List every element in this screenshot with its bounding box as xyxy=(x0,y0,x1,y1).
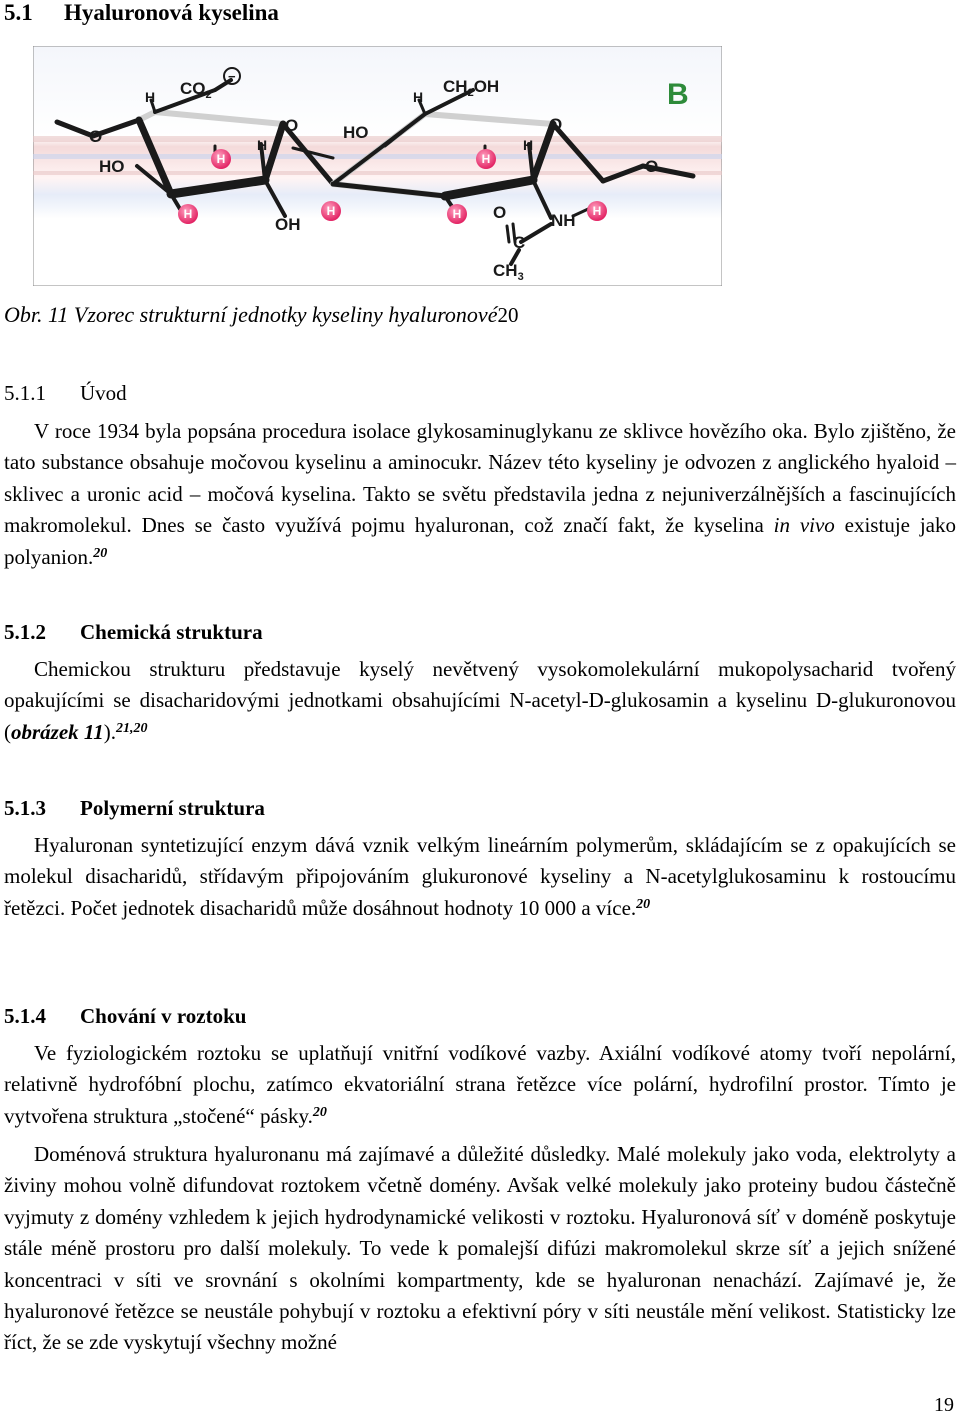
o-label: O xyxy=(285,116,299,135)
section-number: 5.1.1 xyxy=(4,381,46,405)
citation-ref: 20 xyxy=(636,896,651,912)
ch3-label: $CH_3$ xyxy=(493,261,524,283)
section-heading xyxy=(4,1004,246,1029)
o-label: O xyxy=(549,115,563,134)
section-title: Chování v roztoku xyxy=(80,1004,247,1028)
paragraph: Ve fyziologickém roztoku se uplatňují vnitřní vodíkové vazby. Axiální vodíkové atomy tvoří nepolární, relativně hydrofóbní plochu, zatímco ekvatoriální strana řetězce více polární, hydrofilní prostor. Tímto je vytvořena struktura „stočené“ pásky.$^{20}$ xyxy=(4,1041,956,1128)
figure-caption xyxy=(4,302,518,328)
section-title: Chemická struktura xyxy=(80,620,263,644)
caption-ref: 20 xyxy=(497,303,519,327)
ch2oh-label: $CH_2OH$ xyxy=(443,77,500,99)
h-bubble-label: H xyxy=(481,152,491,166)
section-heading xyxy=(4,381,127,406)
o-label: O xyxy=(645,157,659,176)
caption-text: Vzorec strukturní jednotky kyseliny hyaluronové xyxy=(73,302,498,327)
section-number: 5.1.2 xyxy=(4,620,46,644)
section-title: Polymerní struktura xyxy=(80,796,265,820)
structure-figure xyxy=(33,46,722,286)
h-bubble-label: H xyxy=(216,152,226,166)
co2-label: $CO_2$ xyxy=(180,79,212,101)
chapter-title: Hyaluronová kyselina xyxy=(64,0,279,25)
h-bubble-label: H xyxy=(452,207,462,221)
paragraph: V roce 1934 byla popsána procedura isolace glykosaminuglykanu ze sklivce hovězího oka. Bylo zjištěno, že tato substance obsahuje močovou kyselinu a aminocukr. Název této kyseliny je odvozen z anglického hyaloid – sklivec a uronic acid – močová kyselina. Takto se světu představila jedna z nejuniverzálnějších a fascinujících makromolekul. Dnes se často využívá pojmu hyaluronan, což značí fakt, že kyselina in vivo existuje jako polyanion.$^{20}$ xyxy=(4,419,956,569)
section-heading xyxy=(4,796,265,821)
chapter-heading xyxy=(4,0,279,26)
section-title: Úvod xyxy=(80,381,127,405)
section-heading xyxy=(4,620,263,645)
ho-label: HO xyxy=(99,157,125,176)
h-label: H xyxy=(145,89,156,105)
page-number: 19 xyxy=(934,1394,954,1416)
h-bubble-label: H xyxy=(592,204,602,218)
o-label: O xyxy=(493,203,507,222)
h-label: H xyxy=(413,89,424,105)
figure-badge: B xyxy=(667,78,689,111)
nh-label: NH xyxy=(551,211,576,230)
chapter-number: 5.1 xyxy=(4,0,33,25)
c-label: C xyxy=(513,233,526,252)
citation-ref: 20 xyxy=(93,545,108,561)
section-number: 5.1.4 xyxy=(4,1004,46,1028)
section-number: 5.1.3 xyxy=(4,796,46,820)
paragraph: Chemickou strukturu představuje kyselý nevětvený vysokomolekulární mukopolysacharid tvořený opakujícími se disacharidovými jednotkami obsahujícími N-acetyl-D-glukosamin a kyselinu D-glukuronovou (obrázek 11).$^{21,20}$ xyxy=(4,657,956,744)
paragraph: Doménová struktura hyaluronanu má zajímavé a důležité důsledky. Malé molekuly jako voda, elektrolyty a živiny mohou volně difundovat roztokem včetně domény. Avšak velké molekuly jako proteiny budou částečně vyjmuty z domény vzhledem k jejich hydrodynamické velikosti v roztoku. Hyaluronová síť v doméně poskytuje stále méně prostoru pro další molekuly. To vede k pomalejší difúzi makromolekul skrze síť a jejich snížené koncentraci v síti ve srovnání s okolními kompartmenty, kde se hyaluronan nenachází. Zajímavé je, že hyaluronové řetězce se neustále pohybují v roztoku a efektivní póry v síti neustále mění velikost. Statisticky lze říct, že se zde vyskytují všechny možné xyxy=(4,1142,956,1355)
caption-prefix: Obr. 11 xyxy=(4,302,69,327)
h-label: H xyxy=(523,137,534,153)
charge-label: − xyxy=(228,69,236,84)
citation-ref: 21,20 xyxy=(116,720,148,736)
oh-label: OH xyxy=(275,215,301,234)
paragraph: Hyaluronan syntetizující enzym dává vznik velkým lineárním polymerům, skládajícím se z opakujících se molekul disacharidů, střídavým připojováním glukuronové kyseliny a N-acetylglukosaminu k rostoucímu řetězci. Počet jednotek disacharidů může dosáhnout hodnoty 10 000 a více.$^{20}$ xyxy=(4,833,956,920)
h-bubble-label: H xyxy=(183,207,193,221)
citation-ref: 20 xyxy=(312,1104,327,1120)
h-label: H xyxy=(257,137,268,153)
ho-label: HO xyxy=(343,123,369,142)
o-label: O xyxy=(89,127,103,146)
hyaluronic-acid-structure-diagram xyxy=(33,46,722,286)
h-bubble-label: H xyxy=(326,204,336,218)
